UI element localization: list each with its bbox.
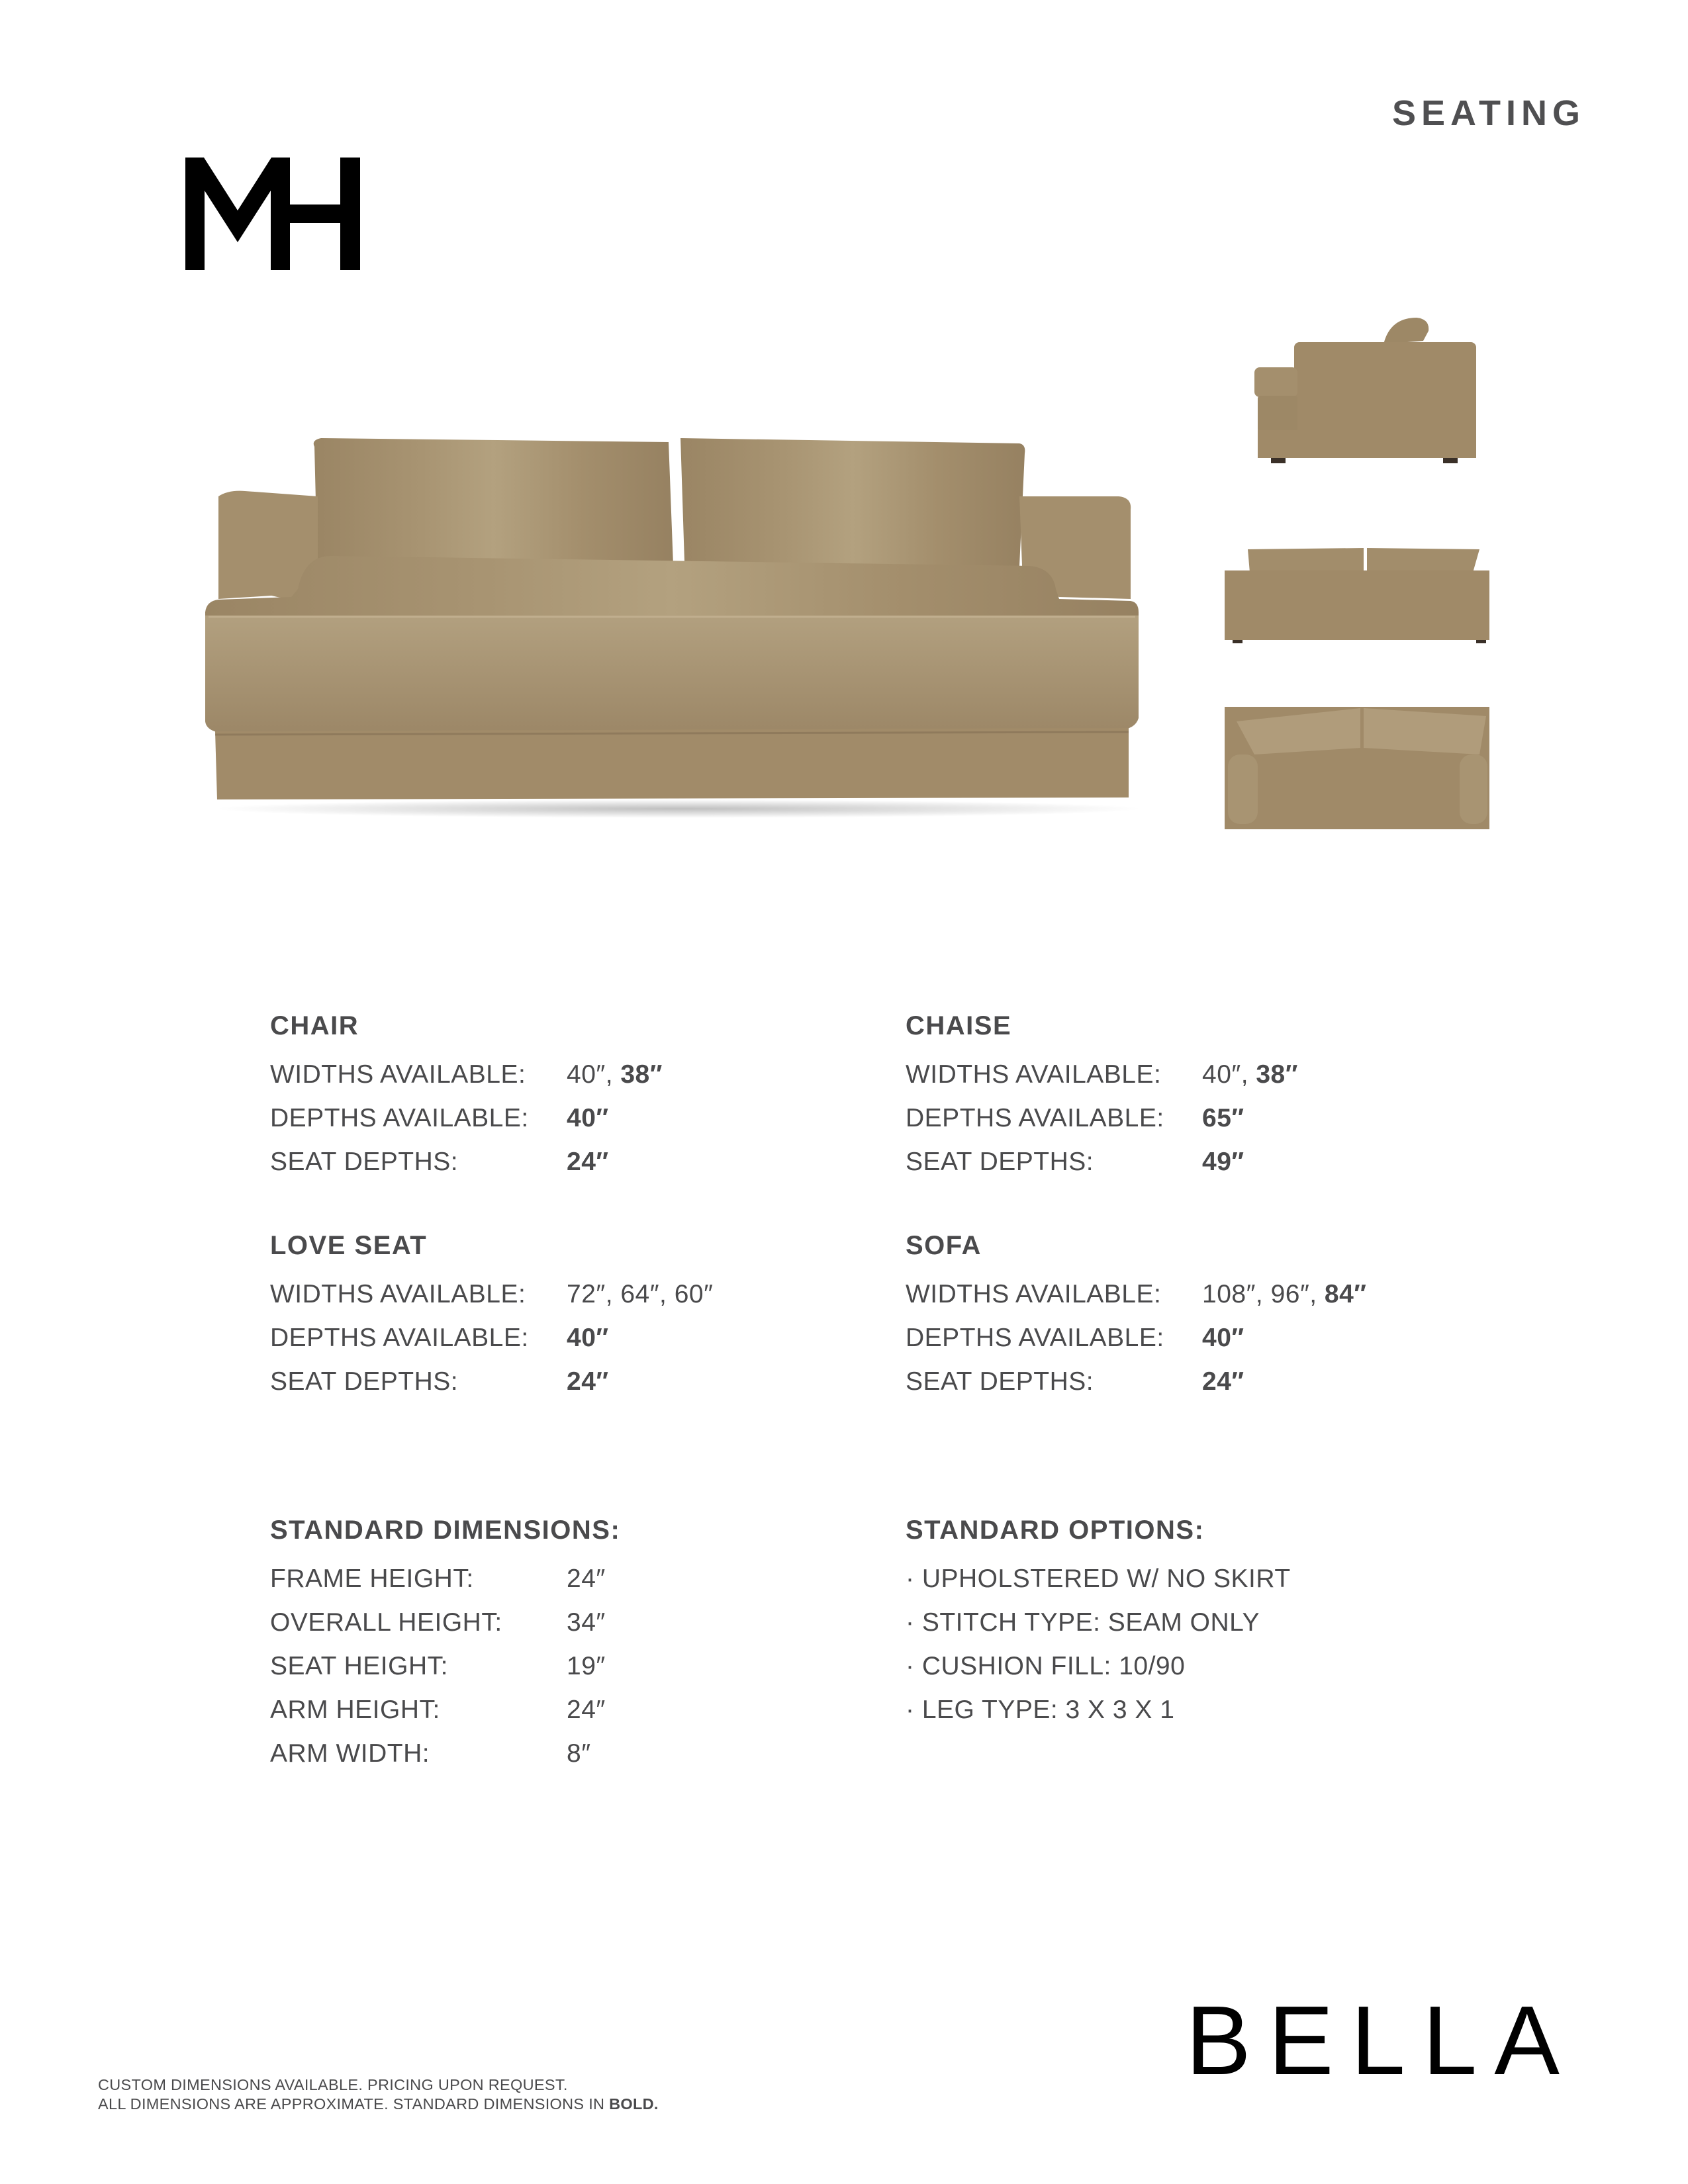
love-seat-widths-row	[270, 1273, 713, 1316]
standard-dimensions	[270, 1516, 620, 1776]
chaise-spec	[906, 1011, 1298, 1184]
chair-spec	[270, 1011, 663, 1184]
standard-options-title: STANDARD OPTIONS:	[906, 1516, 1205, 1545]
sofa-hero-image	[199, 424, 1158, 821]
sofa-seat-row	[906, 1360, 1366, 1404]
standard-dimensions-title: STANDARD DIMENSIONS:	[270, 1516, 621, 1545]
seat-depths-label: SEAT DEPTHS:	[906, 1148, 1094, 1176]
seat-depths-value: 49″	[1202, 1148, 1244, 1176]
seat-depths-label: SEAT DEPTHS:	[270, 1148, 459, 1176]
sofa-side-view-image	[1225, 311, 1489, 490]
dimension-row: ARM HEIGHT: 24″	[270, 1696, 606, 1724]
depths-value: 40″	[567, 1324, 609, 1352]
option-item: · LEG TYPE: 3 X 3 X 1	[906, 1696, 1175, 1724]
chair-widths-row	[270, 1053, 663, 1097]
seat-depths-value: 24″	[567, 1148, 609, 1176]
sofa-widths-row	[906, 1273, 1366, 1316]
widths-label: WIDTHS AVAILABLE:	[906, 1280, 1162, 1308]
option-item: · CUSHION FILL: 10/90	[906, 1652, 1186, 1680]
dimension-row: ARM WIDTH: 8″	[270, 1739, 591, 1768]
depths-value: 40″	[567, 1104, 609, 1132]
widths-label: WIDTHS AVAILABLE:	[906, 1060, 1162, 1089]
footnote-line-2: ALL DIMENSIONS ARE APPROXIMATE. STANDARD DIMENSIONS IN BOLD.	[98, 2095, 659, 2113]
seat-depths-value: 24″	[1202, 1367, 1244, 1396]
chaise-title: CHAISE	[906, 1011, 1012, 1040]
dimension-row: SEAT HEIGHT: 19″	[270, 1652, 606, 1680]
sofa-top-view-image	[1225, 702, 1489, 834]
chaise-seat-row	[906, 1140, 1298, 1184]
depths-label: DEPTHS AVAILABLE:	[906, 1104, 1164, 1132]
chair-depths-row	[270, 1097, 663, 1140]
widths-value: 40″, 38″	[1202, 1060, 1298, 1089]
seat-depths-label: SEAT DEPTHS:	[906, 1367, 1094, 1396]
widths-label: WIDTHS AVAILABLE:	[270, 1060, 526, 1089]
widths-label: WIDTHS AVAILABLE:	[270, 1280, 526, 1308]
seat-depths-value: 24″	[567, 1367, 609, 1396]
sofa-back-view-image	[1225, 543, 1489, 655]
depths-value: 40″	[1202, 1324, 1244, 1352]
chair-title: CHAIR	[270, 1011, 359, 1040]
option-item: · UPHOLSTERED W/ NO SKIRT	[906, 1565, 1291, 1593]
seat-depths-label: SEAT DEPTHS:	[270, 1367, 459, 1396]
footnote	[98, 2075, 659, 2114]
sofa-depths-row	[906, 1316, 1366, 1360]
standard-options	[906, 1516, 1291, 1732]
dimension-row: OVERALL HEIGHT: 34″	[270, 1608, 606, 1637]
sofa-spec	[906, 1231, 1366, 1404]
love-seat-title: LOVE SEAT	[270, 1231, 428, 1260]
footnote-line-1: CUSTOM DIMENSIONS AVAILABLE. PRICING UPON REQUEST.	[98, 2076, 568, 2093]
dimension-row: FRAME HEIGHT: 24″	[270, 1565, 606, 1593]
depths-label: DEPTHS AVAILABLE:	[270, 1324, 529, 1352]
chair-seat-row	[270, 1140, 663, 1184]
option-item: · STITCH TYPE: SEAM ONLY	[906, 1608, 1260, 1637]
chaise-widths-row	[906, 1053, 1298, 1097]
depths-label: DEPTHS AVAILABLE:	[270, 1104, 529, 1132]
widths-value: 108″, 96″, 84″	[1202, 1280, 1367, 1308]
widths-value: 72″, 64″, 60″	[567, 1280, 714, 1308]
product-name: BELLA	[1186, 1986, 1577, 2095]
love-seat-depths-row	[270, 1316, 713, 1360]
love-seat-spec	[270, 1231, 713, 1404]
category-label: SEATING	[1391, 93, 1585, 133]
love-seat-seat-row	[270, 1360, 713, 1404]
mh-logo	[185, 158, 360, 270]
widths-value: 40″, 38″	[567, 1060, 663, 1089]
depths-label: DEPTHS AVAILABLE:	[906, 1324, 1164, 1352]
chaise-depths-row	[906, 1097, 1298, 1140]
depths-value: 65″	[1202, 1104, 1244, 1132]
sofa-title: SOFA	[906, 1231, 982, 1260]
